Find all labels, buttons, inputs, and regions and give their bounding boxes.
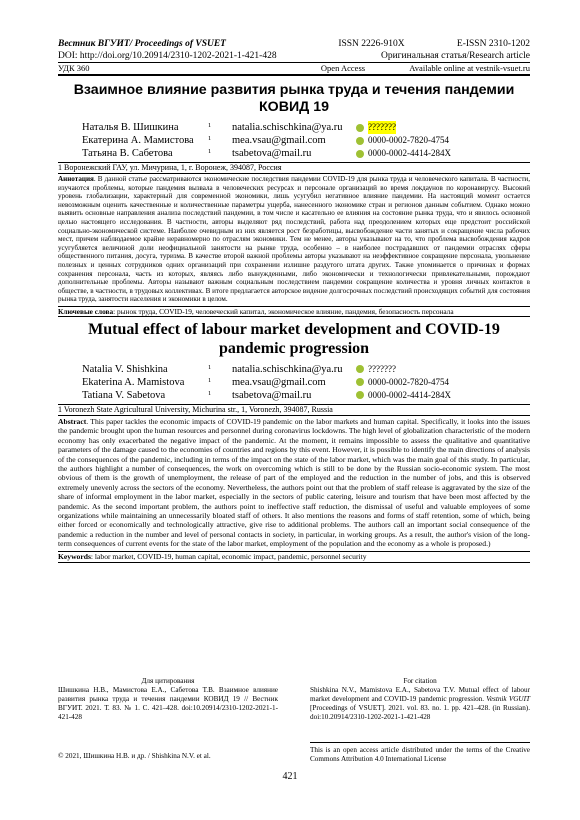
author-row [58,147,530,160]
citation-heading: For citation [403,677,437,685]
citation-ru [58,677,278,722]
author-sup: 1 [208,376,212,384]
author-name: Наталья В. Шишкина [82,122,179,133]
author-email[interactable]: mea.vsau@gmail.com [232,135,326,146]
journal-name: Вестник ВГУИТ/ Proceedings of VSUET [58,39,226,49]
author-name: Natalia V. Shishkina [82,363,168,375]
author-sup: 1 [208,363,212,371]
udk-code: УДК 360 [58,63,90,73]
author-email[interactable]: tsabetova@mail.ru [232,389,312,401]
citation-text: Шишкина Н.В., Мамистова Е.А., Сабетова Т.В. Взаимное влияние развития рынка труда и течения пандемии КОВИД 19 // Вестник ВГУИТ. 2021. Т. 83. № 1. С. 421–428. doi:10.20914/2310-1202-2021-1-421-428 [58,686,278,721]
author-email[interactable]: mea.vsau@gmail.com [232,376,326,388]
copyright: © 2021, Шишкина Н.В. и др. / Shishkina N.V. et al. [58,752,211,760]
keywords-text: : рынок труда, COVID-19, человеческий капитал, экономическое влияние, пандемия, безопасность персонала [113,306,454,316]
author-sup: 1 [208,122,212,129]
page-body [58,38,530,563]
article-title-en: Mutual effect of labour market development and COVID-19 pandemic progression [88,320,500,357]
orcid-icon [356,137,364,145]
issn: ISSN 2226-910X [338,39,405,49]
orcid-icon [356,365,364,373]
author-orcid[interactable]: 0000-0002-7820-4754 [368,376,449,387]
orcid-icon [356,150,364,158]
keywords-label: Ключевые слова [58,306,114,316]
affiliation-en: 1 Voronezh State Agricultural University, Michurina str., 1, Voronezh, 394087, Russia [58,404,530,416]
keywords-en [58,551,530,563]
author-row [58,376,530,389]
available-online-link[interactable]: Available online at vestnik-vsuet.ru [409,63,530,73]
author-row [58,134,530,147]
orcid-icon [356,391,364,399]
abstract-label: Аннотация [58,175,94,183]
keywords-text: : labor market, COVID-19, human capital, economic impact, pandemic, personnel security [90,551,367,561]
author-sup: 1 [208,389,212,397]
eissn: E-ISSN 2310-1202 [456,39,530,49]
author-orcid[interactable]: 0000-0002-7820-4754 [368,135,449,145]
abstract-en [58,417,530,549]
author-row [58,389,530,402]
keywords-ru [58,306,530,317]
doi-link[interactable]: DOI: http://doi.org/10.20914/2310-1202-2021-1-421-428 [58,51,277,61]
author-name: Екатерина А. Мамистова [82,135,194,146]
open-access: Open Access [320,63,366,73]
abstract-label: Abstract [58,416,87,426]
author-row [58,121,530,134]
author-orcid[interactable]: 0000-0002-4414-284X [368,389,451,400]
author-email[interactable]: tsabetova@mail.ru [232,148,312,159]
keywords-label: Keywords [58,551,91,561]
abstract-ru [58,175,530,304]
author-sup: 1 [208,148,212,155]
orcid-icon [356,124,364,132]
author-email[interactable]: natalia.schischkina@ya.ru [232,122,343,133]
abstract-text: . В данной статье рассматриваются экономические последствия пандемии COVID-19 для рынка труда и человеческого капитала. В частности, изучаются проблемы, которые пандемия вызвала в человеческих ресурсах и персонале организаций во время локдаунов по коронавирусу. Высокий уровень глобализации, характерный для современной экономики, лишь усугубил негативное влияние пандемии. На настоящий момент остается невозможным оценить качественные и количественные параметры ущерба, нанесенного экономике стран и регионов данным событием. Однако можно выявить основные направления анализа последствий пандемии, в том числе и касательно ее влияния на состояние рынка труда, что и явилось основной целью настоящего исследования. В частности, авторы выделяют ряд последствий, работа над преодолением которых еще предстоит российской социально-экономической системе. Наиболее очевидным из них является рост безработицы, высвобождение части занятых и сокращение числа рабочих мест, причем наблюдаемое крайне неравномерно по отраслям экономики. Тем не менее, авторы указывают на то, что проблема высвобождения кадров усугубляется величиной доли неофициальной занятости на рынке труда, особенно – в наиболее пострадавших от пандемии отраслях сферы общественного питания, досуга, туризма. В качестве второй важной проблемы авторы указывают на неэффективное сокращение персонала, увольнение полезных и ценных сотрудников одних организаций при сохранении излишне раздутого штата других. Также упоминается о причинах и формах сохранения персонала, часть из которых, являясь либо вынужденными, либо экономически и технологически привлекательными, порождают дополнительные проблемы. Авторы называют важным социальным последствием пандемии сокращение количества и уровня личных контактов в обществе, в частности, в трудовых коллективах. В итоге предлагается авторское видение долгосрочных последствий происходящих событий для состояния рынка труда, занятости населения и экономики в целом. [58,175,530,304]
citation-text: Shishkina N.V., Mamistova E.A., Sabetova T.V. Mutual effect of labour market development and COVID-19 pandemic progression. Vestnik VGUIT [Proceedings of VSUET]. 2021. vol. 83. no. 1. pp. 421–428. (in Russian). doi:10.20914/2310-1202-2021-1-421-428 [310,686,530,721]
author-name: Ekaterina A. Mamistova [82,376,185,388]
author-name: Татьяна В. Сабетова [82,148,173,159]
author-email[interactable]: natalia.schischkina@ya.ru [232,363,343,375]
author-sup: 1 [208,135,212,142]
orcid-icon [356,378,364,386]
affiliation-ru: 1 Воронежский ГАУ, ул. Мичурина, 1, г. Воронеж, 394087, Россия [58,162,530,174]
citation-en [310,677,530,722]
license-note: This is an open access article distributed under the terms of the Creative Commons Attribution 4.0 International License [310,746,530,763]
footer-divider [310,742,530,743]
authors-ru [58,121,530,160]
page-number: 421 [282,771,298,782]
citation-heading: Для цитирования [141,677,195,685]
udk-row [58,63,530,76]
author-orcid[interactable]: ??????? [368,363,396,374]
author-name: Tatiana V. Sabetova [82,389,166,401]
author-row [58,363,530,376]
author-orcid[interactable]: 0000-0002-4414-284X [368,148,451,158]
author-orcid[interactable]: ??????? [368,122,396,132]
article-type: Оригинальная статья/Research article [380,51,530,61]
authors-en [58,363,530,402]
article-title-ru: Взаимное влияние развития рынка труда и течения пандемии КОВИД 19 [73,82,515,115]
doi-row [58,50,530,63]
abstract-text: . This paper tackles the economic impacts of COVID-19 pandemic on the labor markets and human capital. Specifically, it looks into the issues the pandemic brought upon the human resources and personnel during coronavirus lockdowns. The high level of globalization characteristic of the modern economy has only exacerbated the negative impact of the pandemic. At the moment, it remains impossible to assess the qualitative and quantitative parameters of the damage caused to the economies of countries and regions by this event. However, it is possible to identify the main directions of analysis of the consequences of the pandemic, including in terms of the impact on the state of the labor market, which was the main goal of this study. In particular, the authors highlight a number of consequences, the work on overcoming which is still to be done by the Russian socio-economic system. The most obvious of them is the growth of unemployment, the release of part of the employed and the reduction in the number of jobs, and this is observed extremely unevenly across the sectors of the economy. Nevertheless, the authors point out that the problem of staff release is aggravated by the size of the share of informal employment in the labor market, especially in the sectors of public catering, leisure and tourism that have been most affected by the pandemic. As the second important problem, the authors point to ineffective staff reduction, the dismissal of useful and valuable employees of some organizations while maintaining an unnecessarily bloated staff of others. It also mentions the reasons and forms of staff retention, some of which, being either forced or economically and technologically attractive, give rise to additional problems. The authors call an important social consequence of the pandemic a reduction in the number and level of personal contacts in society, in particular, in working groups. As a result, the author's vision of the long-term consequences of current events for the state of the labor market, employment of the population and the economy as a whole is proposed.) [58,416,530,549]
journal-header [58,38,530,50]
